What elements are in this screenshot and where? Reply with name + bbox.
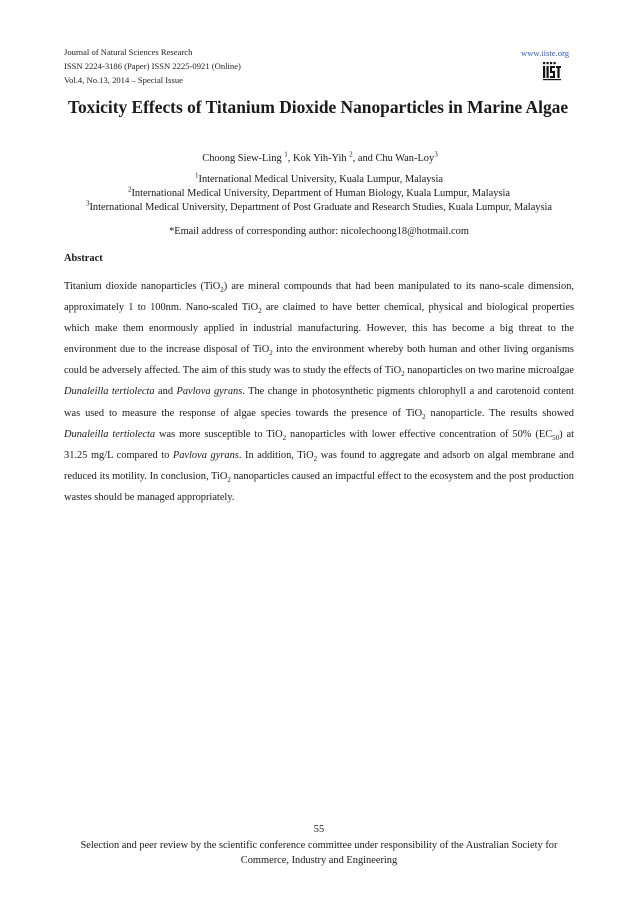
author-name: Chu Wan-Loy — [375, 153, 435, 164]
iiste-logo-icon — [542, 61, 562, 81]
abstract-text: ) at 31.25 mg/L compared to — [64, 428, 575, 461]
abstract-text: nanoparticles with lower effective concentration of 50% (EC — [286, 428, 553, 440]
author-name: Kok Yih-Yih — [292, 153, 350, 164]
subscript-text: 2 — [220, 286, 224, 295]
paper-title: Toxicity Effects of Titanium Dioxide Nanoparticles in Marine Algae — [67, 97, 569, 117]
journal-name: Journal of Natural Sciences Research — [64, 47, 193, 57]
abstract-text: was more susceptible to TiO — [155, 428, 283, 440]
subscript-text: 2 — [227, 475, 231, 484]
abstract-text: into the environment whereby both human and other living organisms could be adversely affected. The aim of this study was to study the effects of TiO — [64, 344, 574, 377]
abstract-text: nanoparticles on two marine microalgae — [404, 365, 574, 377]
species-name: Pavlova gyrans — [176, 386, 243, 398]
subscript-text: 50 — [552, 433, 560, 442]
subscript-text: 2 — [401, 370, 405, 379]
journal-volume: Vol.4, No.13, 2014 – Special Issue — [64, 75, 183, 85]
species-name: Pavlova gyrans — [172, 449, 239, 461]
journal-issn: ISSN 2224-3186 (Paper) ISSN 2225-0921 (Online) — [64, 61, 241, 71]
affiliation: $^3$International Medical University, Department of Post Graduate and Research Studies, Kuala Lumpur, Malaysia — [85, 199, 553, 213]
abstract-text: nanoparticles caused an impactful effect to the ecosystem and the post production wastes should be managed appropriately. — [64, 470, 574, 503]
abstract-text: nanoparticle. The results showed — [425, 407, 575, 419]
author-affiliation-mark: 2 — [349, 150, 353, 159]
abstract-text: and — [154, 386, 177, 398]
subscript-text: 2 — [422, 412, 426, 421]
affiliation: $^1$International Medical University, Kuala Lumpur, Malaysia — [195, 171, 443, 185]
author-affiliation-mark: 1 — [284, 150, 288, 159]
abstract-body — [64, 276, 574, 508]
page-number: 55 — [313, 824, 325, 835]
abstract-text: . In addition, TiO — [238, 449, 314, 461]
subscript-text: 2 — [313, 454, 318, 463]
species-name: Dunaleilla tertiolecta — [64, 428, 156, 440]
author-list: Choong Siew-Ling $^1$, Kok Yih-Yih $^2$, and Chu Wan-Loy$^3$ — [202, 150, 438, 164]
abstract-text: was found to aggregate and adsorb on algal membrane and reduced its motility. In conclusion, TiO — [64, 449, 574, 482]
abstract-heading: Abstract — [64, 253, 103, 264]
author-affiliation-mark: 3 — [434, 150, 438, 159]
abstract-text: . The change in photosynthetic pigments chlorophyll a and carotenoid content was used to measure the response of algae species towards the presence of TiO — [64, 386, 574, 419]
corresponding-email: *Email address of corresponding author: nicolechoong18@hotmail.com — [169, 226, 469, 237]
abstract-text: are claimed to have better chemical, physical and biological properties which make them enormously applied in industrial manufacturing. However, this has become a big threat to the environment due to the increase disposal of TiO — [64, 302, 574, 356]
subscript-text: 2 — [269, 349, 273, 358]
subscript-text: 2 — [282, 433, 287, 442]
abstract-text: ) are mineral compounds that had been manipulated to its nano-scale dimension, approximately 1 to 100nm. Nano-scaled TiO — [64, 281, 574, 314]
footer-note: Selection and peer review by the scientific conference committee under responsibility of the Australian Society for Commerce, Industry and Engineering — [80, 840, 558, 866]
subscript-text: 2 — [258, 307, 262, 316]
abstract-text: Titanium dioxide nanoparticles (TiO — [64, 281, 221, 292]
affiliation: $^2$International Medical University, Department of Human Biology, Kuala Lumpur, Malaysia — [127, 185, 511, 199]
species-name: Dunaleilla tertiolecta — [64, 386, 155, 398]
journal-url-link[interactable]: www.iiste.org — [521, 48, 569, 58]
author-name: Choong Siew-Ling — [202, 153, 285, 164]
